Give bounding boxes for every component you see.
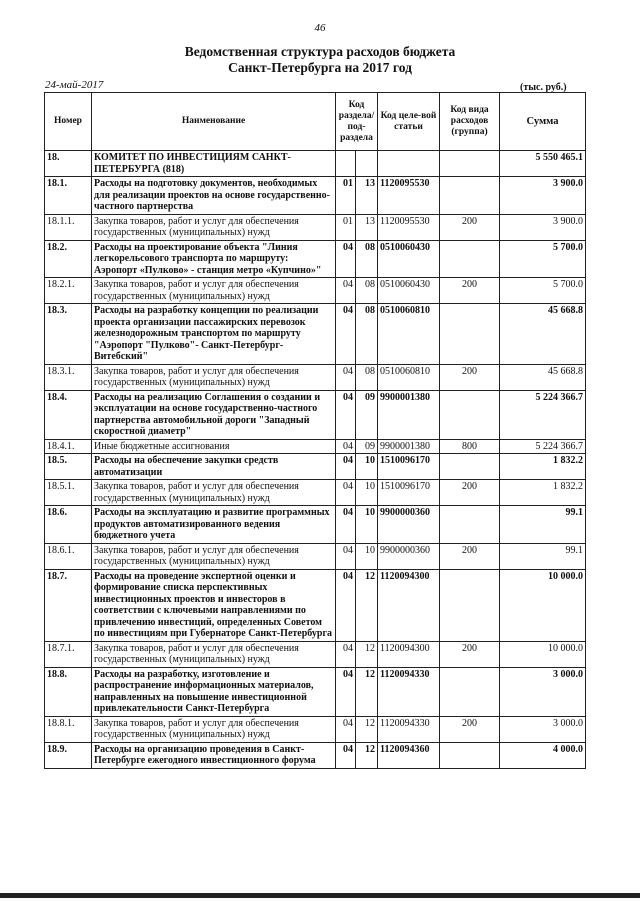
cell-sec: 04 — [336, 439, 356, 454]
table-row — [45, 742, 586, 768]
cell-name: Расходы на реализацию Соглашения о создании и эксплуатации на основе государственно-частного партнерства автомобильной дороги "Западный скоростной диаметр" — [92, 390, 336, 439]
cell-sec: 01 — [336, 177, 356, 215]
table-body — [45, 151, 586, 769]
cell-sub: 10 — [356, 454, 378, 480]
cell-num: 18.8. — [45, 667, 92, 716]
cell-article: 1120094300 — [378, 569, 440, 641]
header-article: Код целе-вой статьи — [378, 93, 440, 151]
cell-sub: 12 — [356, 716, 378, 742]
cell-article: 9900001380 — [378, 439, 440, 454]
cell-group — [440, 151, 500, 177]
cell-num: 18.6. — [45, 506, 92, 544]
page-number: 46 — [314, 22, 326, 34]
cell-amount: 3 900.0 — [500, 177, 586, 215]
cell-name: Расходы на разработку концепции по реализации проекта организации пассажирских перевозок железнодорожным транспортом по маршруту "Аэропорт "Пулково"- Санкт-Петербург-Витебский" — [92, 304, 336, 365]
cell-article: 1120095530 — [378, 214, 440, 240]
cell-num: 18.8.1. — [45, 716, 92, 742]
title-line-1: Ведомственная структура расходов бюджета — [184, 44, 456, 59]
cell-num: 18. — [45, 151, 92, 177]
cell-article: 1120094330 — [378, 667, 440, 716]
cell-sec: 04 — [336, 454, 356, 480]
cell-article: 1510096170 — [378, 480, 440, 506]
cell-sub: 08 — [356, 364, 378, 390]
cell-name: Закупка товаров, работ и услуг для обеспечения государственных (муниципальных) нужд — [92, 641, 336, 667]
cell-article: 1120095530 — [378, 177, 440, 215]
cell-group — [440, 569, 500, 641]
cell-num: 18.5. — [45, 454, 92, 480]
cell-num: 18.3. — [45, 304, 92, 365]
cell-name: Расходы на обеспечение закупки средств автоматизации — [92, 454, 336, 480]
cell-num: 18.9. — [45, 742, 92, 768]
cell-sec: 04 — [336, 667, 356, 716]
cell-name: КОМИТЕТ ПО ИНВЕСТИЦИЯМ САНКТ-ПЕТЕРБУРГА (818) — [92, 151, 336, 177]
table-row — [45, 240, 586, 278]
table-row — [45, 543, 586, 569]
cell-amount: 99.1 — [500, 506, 586, 544]
table-row — [45, 569, 586, 641]
cell-article: 1120094300 — [378, 641, 440, 667]
cell-num: 18.5.1. — [45, 480, 92, 506]
cell-sub: 10 — [356, 543, 378, 569]
cell-amount: 99.1 — [500, 543, 586, 569]
cell-sec: 04 — [336, 716, 356, 742]
cell-name: Закупка товаров, работ и услуг для обеспечения государственных (муниципальных) нужд — [92, 278, 336, 304]
cell-name: Закупка товаров, работ и услуг для обеспечения государственных (муниципальных) нужд — [92, 480, 336, 506]
cell-amount: 10 000.0 — [500, 641, 586, 667]
cell-amount: 1 832.2 — [500, 454, 586, 480]
table-row — [45, 716, 586, 742]
header-group: Код вида расходов (группа) — [440, 93, 500, 151]
cell-group — [440, 240, 500, 278]
cell-article: 0510060810 — [378, 364, 440, 390]
cell-group — [440, 454, 500, 480]
cell-amount: 1 832.2 — [500, 480, 586, 506]
cell-group — [440, 304, 500, 365]
cell-num: 18.4. — [45, 390, 92, 439]
cell-sec: 04 — [336, 506, 356, 544]
cell-sec: 04 — [336, 390, 356, 439]
cell-sec — [336, 151, 356, 177]
cell-name: Закупка товаров, работ и услуг для обеспечения государственных (муниципальных) нужд — [92, 716, 336, 742]
cell-sec: 04 — [336, 569, 356, 641]
cell-num: 18.7. — [45, 569, 92, 641]
document-date: 24-май-2017 — [45, 79, 104, 91]
budget-table — [44, 92, 586, 769]
cell-amount: 3 900.0 — [500, 214, 586, 240]
cell-num: 18.6.1. — [45, 543, 92, 569]
cell-sec: 04 — [336, 480, 356, 506]
cell-amount: 4 000.0 — [500, 742, 586, 768]
cell-sub: 12 — [356, 641, 378, 667]
cell-sec: 04 — [336, 364, 356, 390]
cell-sub: 12 — [356, 569, 378, 641]
table-header-row — [45, 93, 586, 151]
cell-amount: 3 000.0 — [500, 716, 586, 742]
cell-sec: 04 — [336, 278, 356, 304]
header-amount: Сумма — [500, 93, 586, 151]
cell-num: 18.1.1. — [45, 214, 92, 240]
cell-name: Расходы на подготовку документов, необходимых для реализации проектов на основе государственно-частного партнерства — [92, 177, 336, 215]
cell-sub: 12 — [356, 667, 378, 716]
cell-name: Иные бюджетные ассигнования — [92, 439, 336, 454]
cell-sub: 08 — [356, 278, 378, 304]
table-row — [45, 304, 586, 365]
cell-group — [440, 177, 500, 215]
cell-group — [440, 667, 500, 716]
cell-amount: 5 224 366.7 — [500, 439, 586, 454]
cell-article: 0510060810 — [378, 304, 440, 365]
cell-amount: 3 000.0 — [500, 667, 586, 716]
cell-amount: 45 668.8 — [500, 364, 586, 390]
cell-amount: 5 700.0 — [500, 240, 586, 278]
cell-group: 800 — [440, 439, 500, 454]
cell-amount: 5 224 366.7 — [500, 390, 586, 439]
cell-num: 18.4.1. — [45, 439, 92, 454]
cell-group: 200 — [440, 214, 500, 240]
cell-article: 0510060430 — [378, 278, 440, 304]
cell-article: 9900000360 — [378, 543, 440, 569]
cell-sec: 04 — [336, 543, 356, 569]
cell-sec: 04 — [336, 641, 356, 667]
cell-sub: 13 — [356, 214, 378, 240]
cell-name: Расходы на разработку, изготовление и распространение информационных материалов, направленных на повышение инвестиционной привлекательности Санкт-Петербурга — [92, 667, 336, 716]
cell-article: 1120094330 — [378, 716, 440, 742]
cell-sec: 04 — [336, 742, 356, 768]
cell-group: 200 — [440, 364, 500, 390]
cell-name: Расходы на проведение экспертной оценки и формирование списка перспективных инвестиционных проектов и инвесторов в соответствии с ключевыми направлениями по привлечению инвестиций, определенных Советом по инвестициям при Губернаторе Санкт-Петербурга — [92, 569, 336, 641]
table-row — [45, 641, 586, 667]
cell-name: Расходы на организацию проведения в Санкт-Петербурге ежегодного инвестиционного форума — [92, 742, 336, 768]
header-number: Номер — [45, 93, 92, 151]
header-section: Код раздела/ под-раздела — [336, 93, 378, 151]
cell-num: 18.2.1. — [45, 278, 92, 304]
cell-amount: 10 000.0 — [500, 569, 586, 641]
cell-num: 18.7.1. — [45, 641, 92, 667]
table-row — [45, 214, 586, 240]
table-row — [45, 390, 586, 439]
cell-name: Закупка товаров, работ и услуг для обеспечения государственных (муниципальных) нужд — [92, 364, 336, 390]
cell-sub: 09 — [356, 439, 378, 454]
cell-amount: 5 700.0 — [500, 278, 586, 304]
cell-sub: 08 — [356, 304, 378, 365]
table-row — [45, 364, 586, 390]
header-name: Наименование — [92, 93, 336, 151]
cell-article: 1510096170 — [378, 454, 440, 480]
cell-sub — [356, 151, 378, 177]
cell-sub: 12 — [356, 742, 378, 768]
cell-amount: 5 550 465.1 — [500, 151, 586, 177]
cell-article: 9900001380 — [378, 390, 440, 439]
cell-name: Закупка товаров, работ и услуг для обеспечения государственных (муниципальных) нужд — [92, 543, 336, 569]
cell-group: 200 — [440, 543, 500, 569]
units-label: (тыс. руб.) — [520, 82, 567, 93]
cell-sub: 13 — [356, 177, 378, 215]
cell-sec: 04 — [336, 304, 356, 365]
cell-group — [440, 742, 500, 768]
cell-article: 0510060430 — [378, 240, 440, 278]
cell-article — [378, 151, 440, 177]
cell-article: 1120094360 — [378, 742, 440, 768]
cell-group: 200 — [440, 716, 500, 742]
cell-name: Расходы на проектирование объекта "Линия легкорельсового транспорта по маршруту: Аэропорт «Пулково» - станция метро «Купчино»" — [92, 240, 336, 278]
table-row — [45, 278, 586, 304]
cell-sec: 04 — [336, 240, 356, 278]
cell-group — [440, 390, 500, 439]
cell-num: 18.3.1. — [45, 364, 92, 390]
cell-group — [440, 506, 500, 544]
cell-sub: 08 — [356, 240, 378, 278]
cell-sub: 10 — [356, 480, 378, 506]
cell-num: 18.2. — [45, 240, 92, 278]
cell-article: 9900000360 — [378, 506, 440, 544]
title-line-2: Санкт-Петербурга на 2017 год — [228, 60, 412, 75]
table-row — [45, 439, 586, 454]
cell-name: Расходы на эксплуатацию и развитие программных продуктов автоматизированного ведения бюджетного учета — [92, 506, 336, 544]
table-row — [45, 177, 586, 215]
table-row — [45, 667, 586, 716]
table-row — [45, 151, 586, 177]
cell-group: 200 — [440, 480, 500, 506]
cell-name: Закупка товаров, работ и услуг для обеспечения государственных (муниципальных) нужд — [92, 214, 336, 240]
cell-group: 200 — [440, 278, 500, 304]
table-row — [45, 506, 586, 544]
cell-sub: 10 — [356, 506, 378, 544]
cell-amount: 45 668.8 — [500, 304, 586, 365]
table-row — [45, 454, 586, 480]
cell-num: 18.1. — [45, 177, 92, 215]
cell-group: 200 — [440, 641, 500, 667]
cell-sub: 09 — [356, 390, 378, 439]
table-row — [45, 480, 586, 506]
cell-sec: 01 — [336, 214, 356, 240]
document-title — [0, 44, 640, 76]
bottom-border — [0, 893, 640, 898]
